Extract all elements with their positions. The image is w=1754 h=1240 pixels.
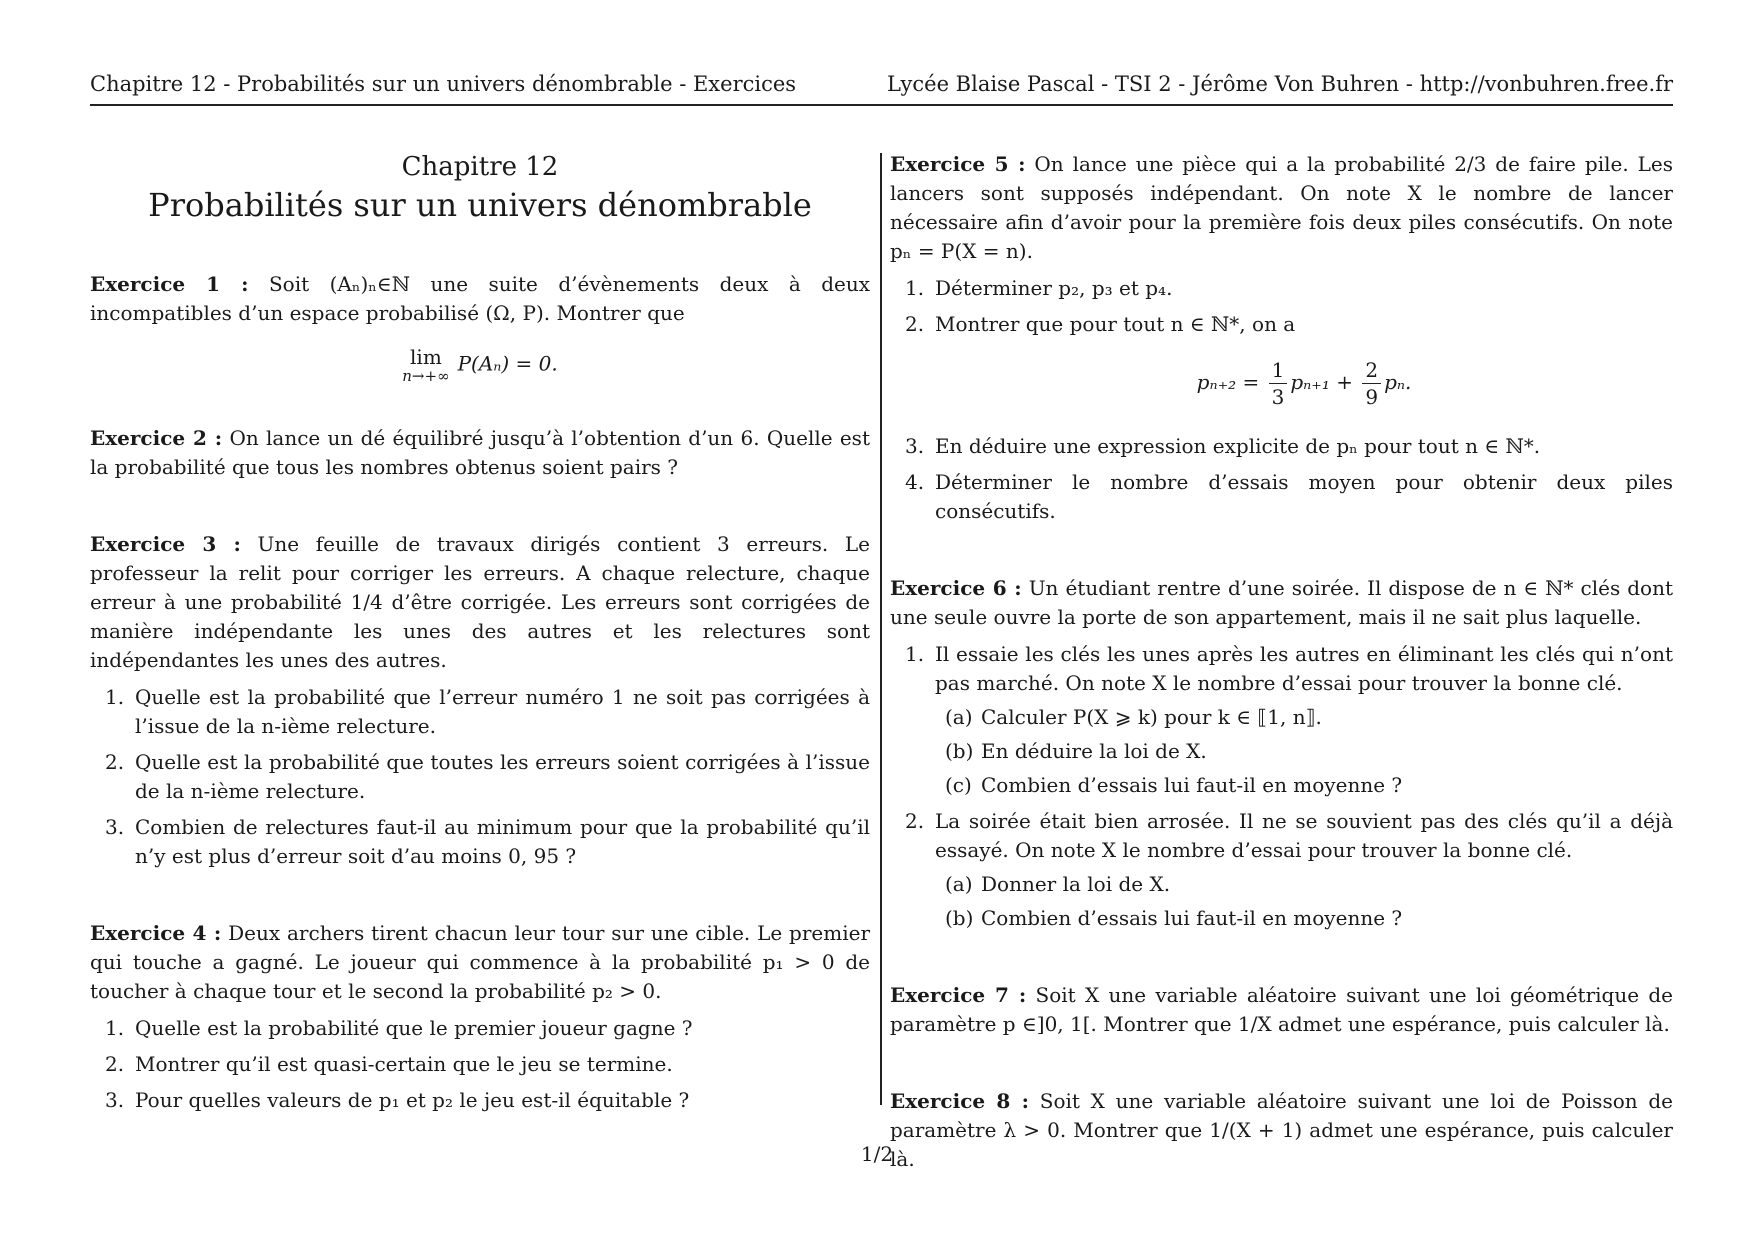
left-column	[90, 150, 870, 1122]
list-item: 1. Déterminer p₂, p₃ et p₄.	[905, 276, 1173, 300]
fraction-one-third: $\frac{1}{3}$	[1269, 357, 1288, 410]
title-block	[90, 150, 870, 226]
list-item: 1. Quelle est la probabilité que l’erreur numéro 1 ne soit pas corrigées à l’issue de la n-ième relecture.	[105, 685, 870, 738]
exercise-4	[90, 919, 870, 1006]
exercise-label: Exercice 8 :	[890, 1089, 1030, 1113]
exercise-label: Exercice 4 :	[90, 921, 222, 945]
sub-questions	[935, 870, 1673, 933]
sub-item: (a) Calculer P(X ⩾ k) pour k ∈ ⟦1, n⟧.	[945, 705, 1322, 729]
exercise-label: Exercice 2 :	[90, 426, 223, 450]
list-item: 3. En déduire une expression explicite de pₙ pour tout n ∈ ℕ*.	[905, 434, 1541, 458]
lim-operator: lim n→+∞	[402, 345, 450, 385]
exercise-3-questions	[90, 683, 870, 871]
fraction-two-ninths: $\frac{2}{9}$	[1362, 357, 1381, 410]
page-title: Probabilités sur un univers dénombrable	[148, 186, 812, 224]
list-item: 3. Combien de relectures faut-il au minimum pour que la probabilité qu’il n’y est plus d’erreur soit d’au moins 0, 95 ?	[105, 815, 870, 868]
exercise-6	[890, 574, 1673, 632]
chapter-label: Chapitre 12	[401, 152, 559, 182]
list-item: 2. Montrer qu’il est quasi-certain que le jeu se termine.	[105, 1052, 673, 1076]
exercise-1	[90, 270, 870, 328]
exercise-2	[90, 424, 870, 482]
list-item: 1. Quelle est la probabilité que le premier joueur gagne ?	[105, 1016, 693, 1040]
recurrence-formula: pₙ₊₂ = $\frac{1}{3}$ pₙ₊₁ + $\frac{2}{9}$ pₙ.	[1196, 358, 1412, 409]
list-item: 4. Déterminer le nombre d’essais moyen pour obtenir deux piles consécutifs.	[905, 470, 1673, 523]
exercise-3	[90, 530, 870, 675]
limit-formula: lim n→+∞ P(Aₙ) = 0.	[402, 345, 558, 385]
exercise-text: Soit X une variable aléatoire suivant une loi géométrique de paramètre p ∈]0, 1[. Montrer que 1/X admet une espérance, puis calculer là.	[890, 983, 1673, 1036]
sub-item: (b) En déduire la loi de X.	[945, 739, 1207, 763]
exercise-label: Exercice 6 :	[890, 576, 1022, 600]
sub-item: (b) Combien d’essais lui faut-il en moyenne ?	[945, 906, 1403, 930]
list-item: 2. Quelle est la probabilité que toutes les erreurs soient corrigées à l’issue de la n-ième relecture.	[105, 750, 870, 803]
list-item: 3. Pour quelles valeurs de p₁ et p₂ le jeu est-il équitable ?	[105, 1088, 690, 1112]
header-left: Chapitre 12 - Probabilités sur un univers dénombrable - Exercices	[90, 72, 797, 96]
exercise-label: Exercice 3 :	[90, 532, 241, 556]
exercise-text: On lance une pièce qui a la probabilité 2/3 de faire pile. Les lancers sont supposés indépendant. On note X le nombre de lancer nécessaire afin d’avoir pour la première fois deux piles consécutifs. On note pₙ = P(X = n).	[890, 152, 1673, 263]
sub-item: (a) Donner la loi de X.	[945, 872, 1171, 896]
exercise-label: Exercice 7 :	[890, 983, 1027, 1007]
exercise-7	[890, 981, 1673, 1039]
exercise-text: Deux archers tirent chacun leur tour sur une cible. Le premier qui touche a gagné. Le joueur qui commence à la probabilité p₁ > 0 de toucher à chaque tour et le second la probabilité p₂ > 0.	[90, 921, 871, 1003]
list-item: 2. La soirée était bien arrosée. Il ne se souvient pas des clés qu’il a déjà essayé. On note X le nombre d’essai pour trouver la bonne clé. (a) Donner la loi de X. (b) Combien d’essais lui faut-il en moyenne ?	[890, 807, 1673, 933]
right-column	[890, 150, 1673, 1174]
exercise-5	[890, 150, 1673, 266]
exercise-text: Soit X une variable aléatoire suivant une loi de Poisson de paramètre λ > 0. Montrer que 1/(X + 1) admet une espérance, puis calculer là.	[890, 1089, 1673, 1171]
column-divider	[880, 153, 882, 1105]
page-number: 1/2	[860, 1142, 894, 1166]
list-item: 2. Montrer que pour tout n ∈ ℕ*, on a pₙ₊₂ = $\frac{1}{3}$ pₙ₊₁ + $\frac{2}{9}$ pₙ.	[890, 310, 1673, 410]
exercise-4-questions	[90, 1014, 870, 1115]
sub-item: (c) Combien d’essais lui faut-il en moyenne ?	[945, 773, 1403, 797]
header-right: Lycée Blaise Pascal - TSI 2 - Jérôme Von Buhren - http://vonbuhren.free.fr	[886, 72, 1673, 96]
exercise-5-questions	[890, 274, 1673, 526]
exercise-label: Exercice 1 :	[90, 272, 249, 296]
page-header	[90, 70, 1673, 106]
exercise-text: Une feuille de travaux dirigés contient 3 erreurs. Le professeur la relit pour corriger les erreurs. A chaque relecture, chaque erreur à une probabilité 1/4 d’être corrigée. Les erreurs sont corrigées de manière indépendante les unes des autres et les relectures sont indépendantes les unes des autres.	[90, 532, 870, 672]
exercise-text: On lance un dé équilibré jusqu’à l’obtention d’un 6. Quelle est la probabilité que tous les nombres obtenus soient pairs ?	[90, 426, 870, 479]
exercise-label: Exercice 5 :	[890, 152, 1026, 176]
list-item: 1. Il essaie les clés les unes après les autres en éliminant les clés qui n’ont pas marché. On note X le nombre d’essai pour trouver la bonne clé. (a) Calculer P(X ⩾ k) pour k ∈ ⟦1, n⟧. (b) En déduire la loi de X. (c) Combien d’essais lui faut-il en moyenne ?	[890, 640, 1673, 800]
exercise-text: Un étudiant rentre d’une soirée. Il dispose de n ∈ ℕ* clés dont une seule ouvre la porte de son appartement, mais il ne sait plus laquelle.	[890, 576, 1674, 629]
exercise-6-questions	[890, 640, 1673, 933]
exercise-text: Soit (Aₙ)ₙ∈ℕ une suite d’évènements deux à deux incompatibles d’un espace probabilisé (Ω, P). Montrer que	[90, 272, 871, 325]
sub-questions	[935, 703, 1673, 800]
